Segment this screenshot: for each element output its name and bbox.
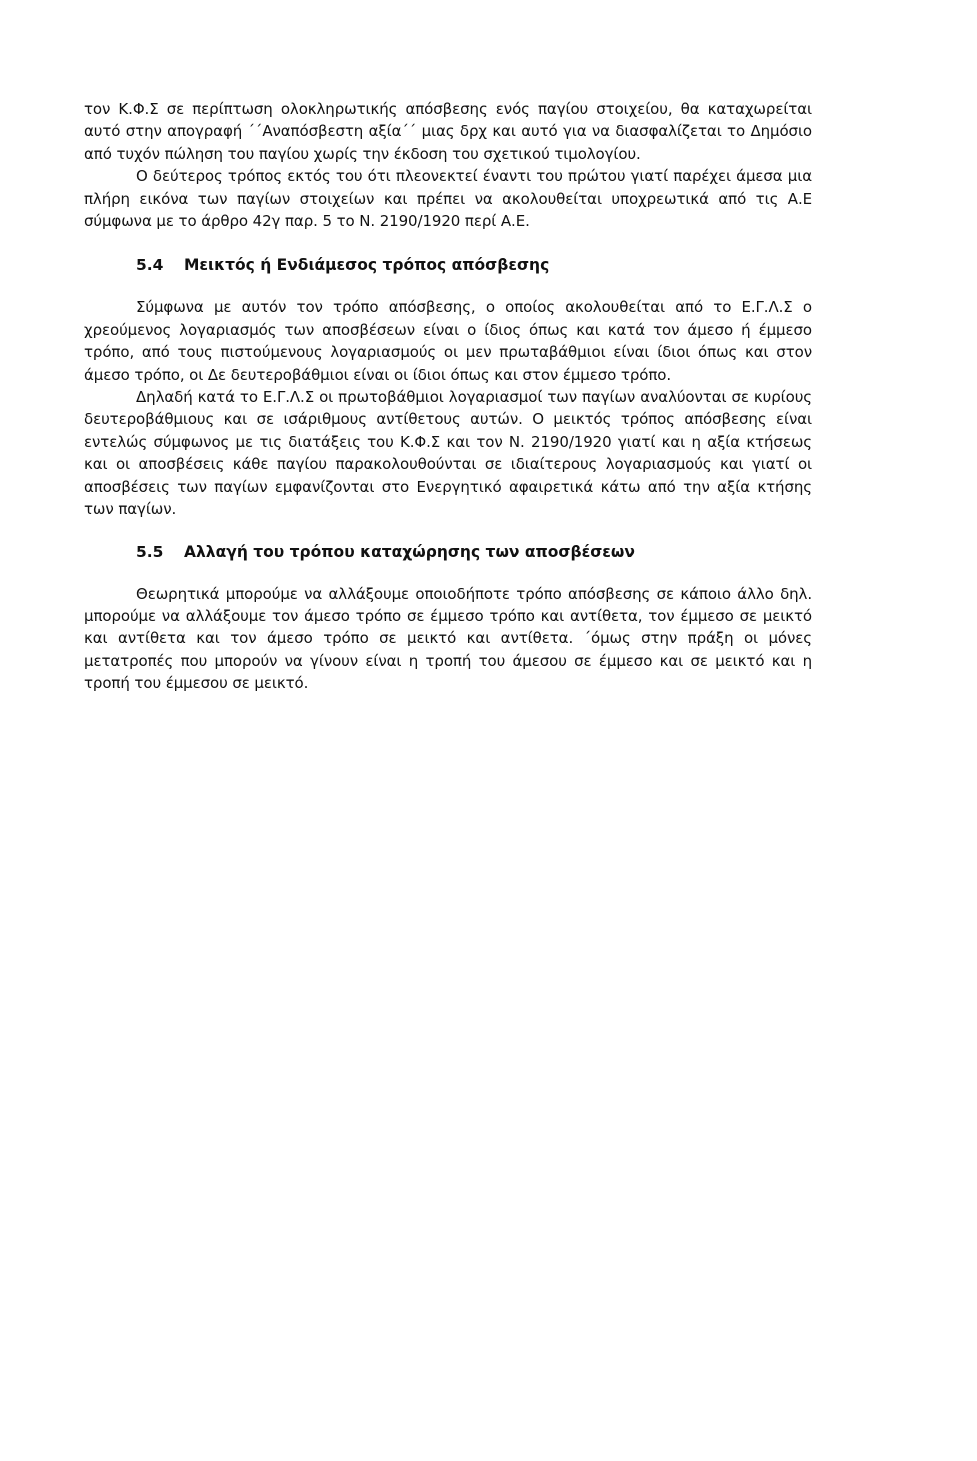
section-number: 5.4 [136, 256, 164, 275]
paragraph-continuation: τον Κ.Φ.Σ σε περίπτωση ολοκληρωτικής απόσβεσης ενός παγίου στοιχείου, θα καταχωρείται αυτό στην απογραφή ΄΄Αναπόσβεστη αξία΄΄ μιας δρχ και αυτό για να διασφαλίζεται το Δημόσιο από τυχόν πώληση του παγίου χωρίς την έκδοση του σχετικού τιμολογίου. [84, 100, 812, 163]
paragraph-change-method: Θεωρητικά μπορούμε να αλλάξουμε οποιοδήποτε τρόπο απόσβεσης σε κάποιο άλλο δηλ. μπορούμε να αλλάξουμε τον άμεσο τρόπο σε έμμεσο τρόπο και αντίθετα, τον έμμεσο σε μεικτό και αντίθετα και τον άμεσο τρόπο σε μεικτό και αντίθετα. ΄όμως στην πράξη οι μόνες μετατροπές που μπορούν να γίνουν είναι η τροπή του άμεσου σε έμμεσο και σε μεικτό και η τροπή του έμμεσου σε μεικτό. [84, 584, 812, 693]
paragraph-second-method: Ο δεύτερος τρόπος εκτός του ότι πλεονεκτεί έναντι του πρώτου γιατί παρέχει άμεσα μια πλήρη εικόνα των παγίων στοιχείων και πρέπει να ακολουθείται υποχρεωτικά από τις Α.Ε σύμφωνα με το άρθρο 42γ παρ. 5 το Ν. 2190/1920 περί Α.Ε. [84, 167, 812, 231]
section-number: 5.5 [136, 542, 164, 561]
section-heading-5-5 [84, 541, 812, 563]
paragraph-mixed-method-detail: Δηλαδή κατά το Ε.Γ.Λ.Σ οι πρωτοβάθμιοι λογαριασμοί των παγίων αναλύονται σε κυρίους δευτεροβάθμιους και σε ισάριθμους αντίθετους αυτών. Ο μεικτός τρόπος απόσβεσης είναι εντελώς σύμφωνος με τις διατάξεις του Κ.Φ.Σ και τον Ν. 2190/1920 γιατί και η αξία κτήσεως και οι αποσβέσεις κάθε παγίου παρακολουθούνται σε ιδιαίτερους λογαριασμούς και γιατί οι αποσβέσεις των παγίων εμφανίζονται στο Ενεργητικό αφαιρετικά κάτω από την αξία κτήσης των παγίων. [84, 388, 812, 519]
section-heading-5-4 [84, 254, 812, 276]
paragraph-mixed-method-intro: Σύμφωνα με αυτόν τον τρόπο απόσβεσης, ο οποίος ακολουθείται από το Ε.Γ.Λ.Σ ο χρεούμενος λογαριασμός των αποσβέσεων είναι ο ίδιος όπως και κατά τον άμεσο ή έμμεσο τρόπο, από τους πιστούμενους λογαριασμούς οι μεν πρωταβάθμιοι είναι ίδιοι όπως και στον άμεσο τρόπο, οι Δε δευτεροβάθμιοι είναι οι ίδιοι όπως και στον έμμεσο τρόπο. [84, 298, 812, 384]
section-title: Αλλαγή του τρόπου καταχώρησης των αποσβέσεων [184, 542, 635, 561]
document-page [84, 98, 812, 695]
section-title: Μεικτός ή Ενδιάμεσος τρόπος απόσβεσης [184, 256, 550, 275]
